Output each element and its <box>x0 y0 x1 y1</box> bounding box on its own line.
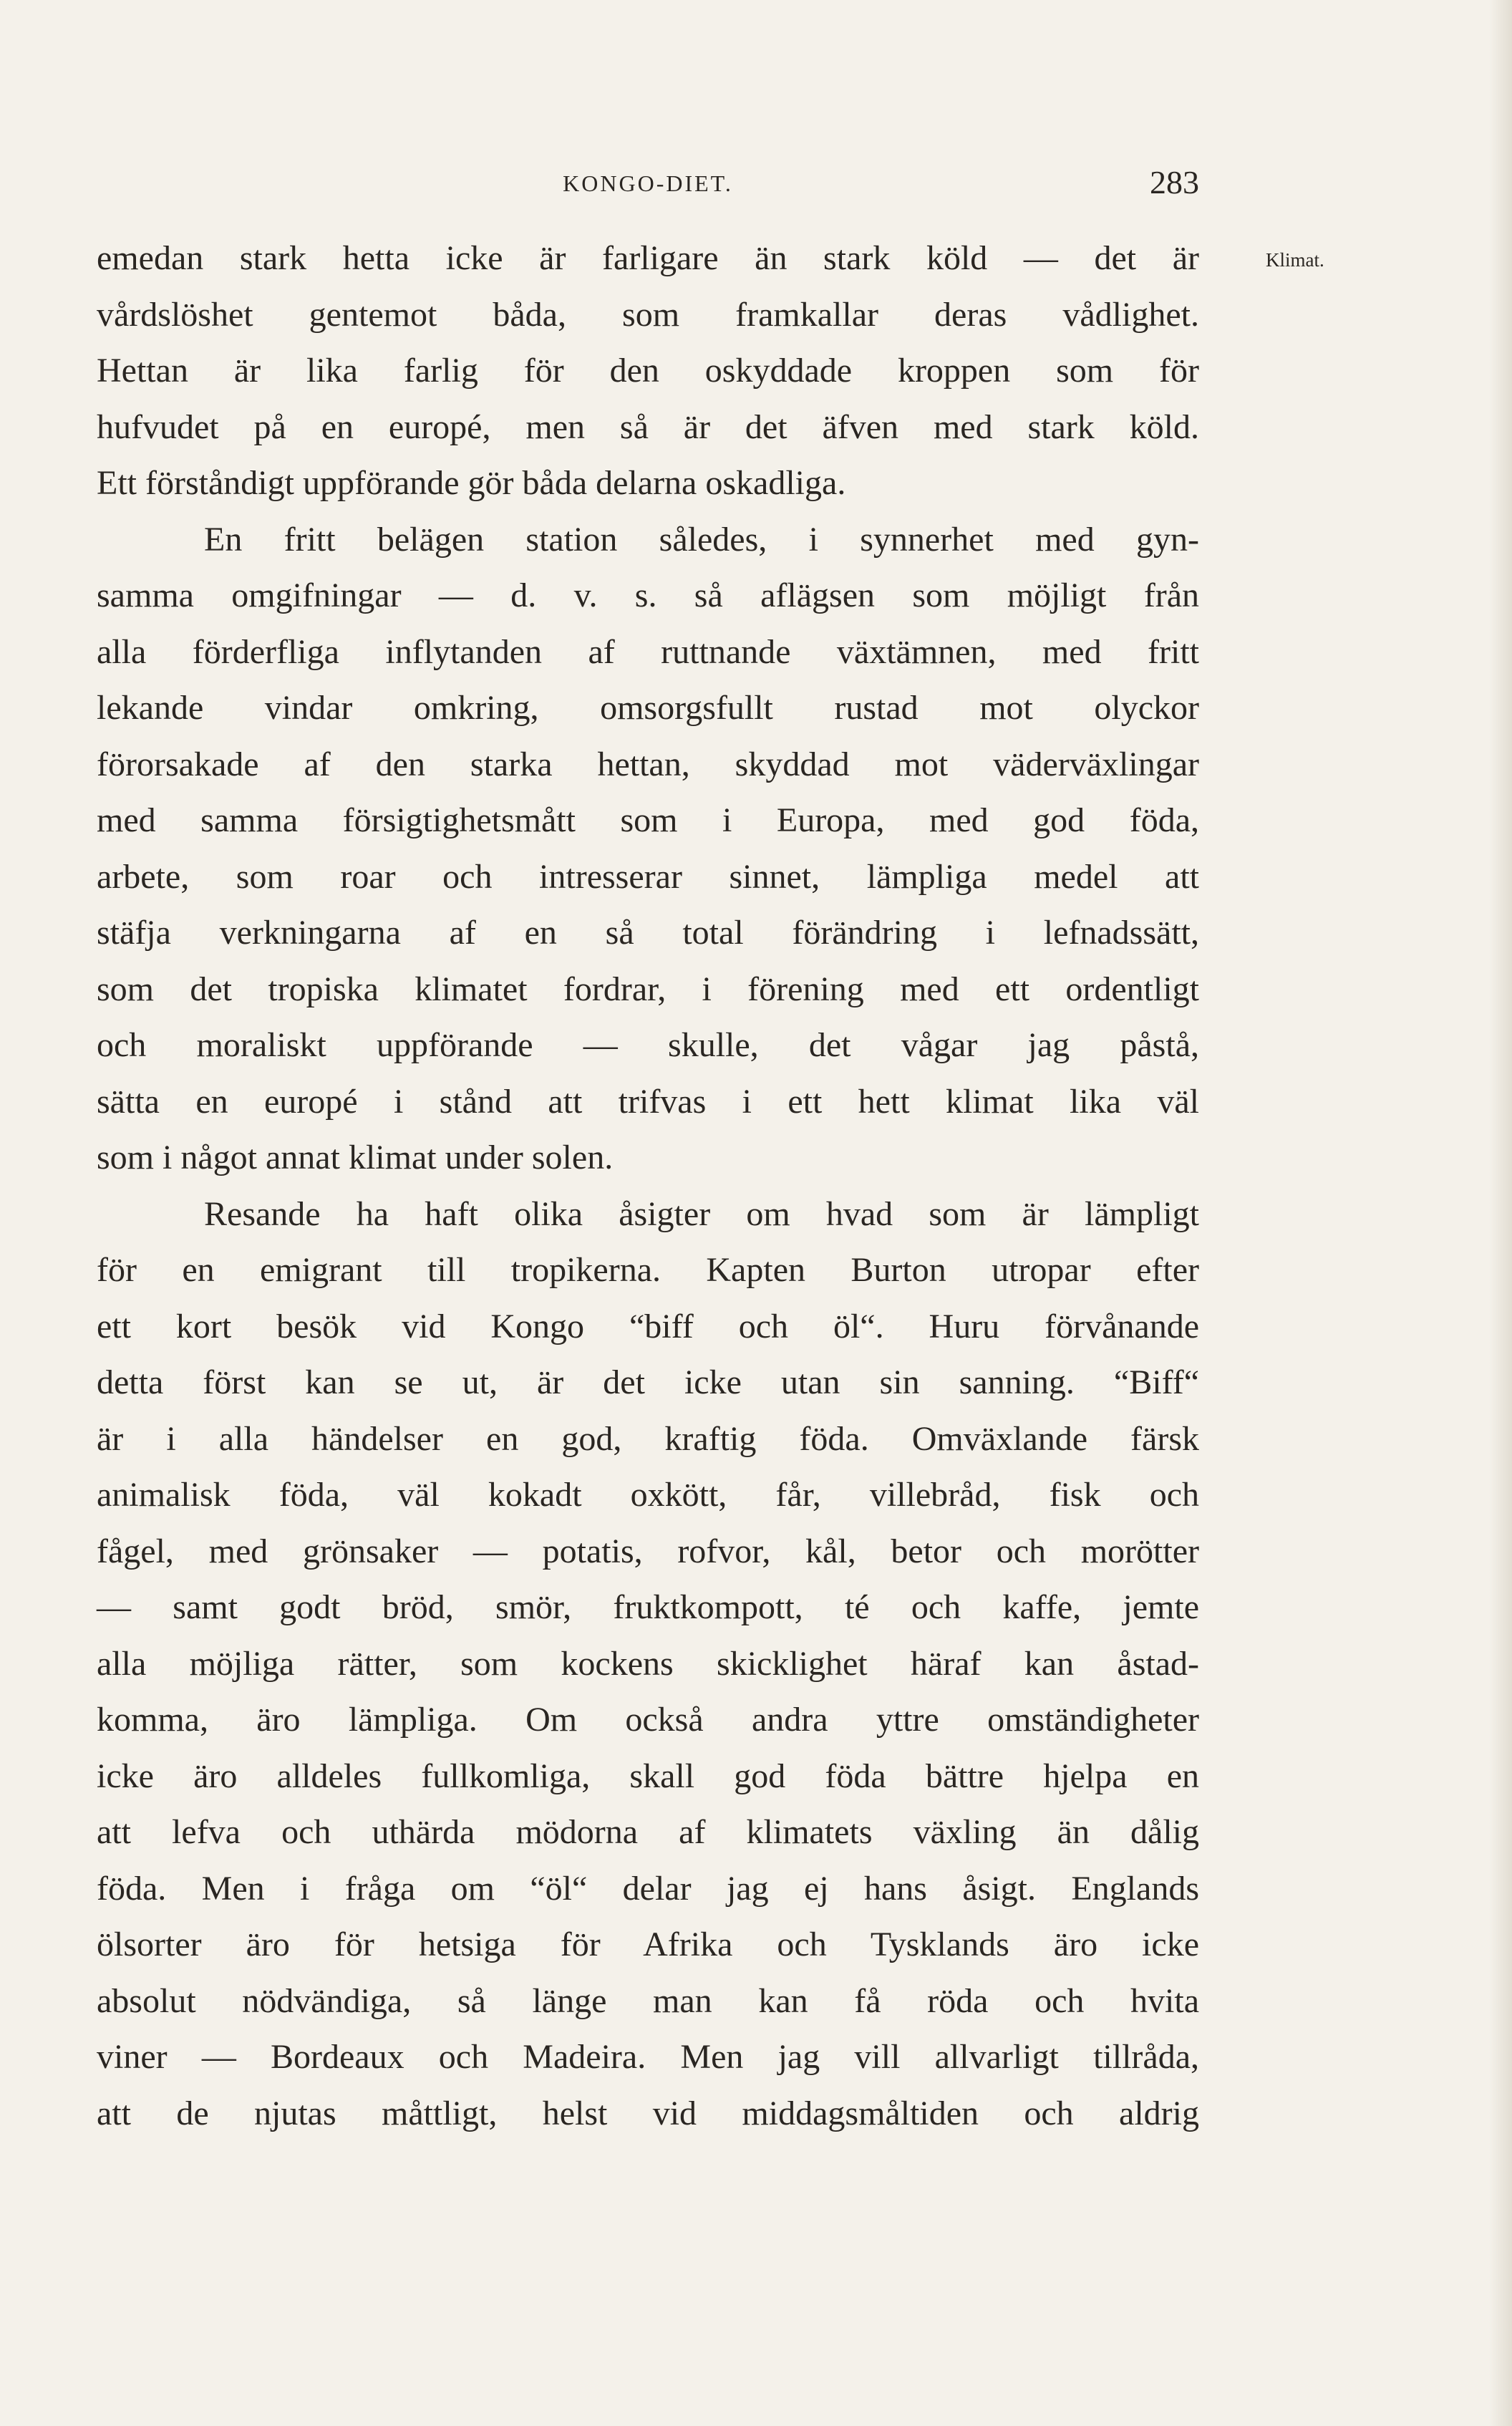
text-line: vårdslöshet gentemot båda, som framkallar deras vådlighet. <box>97 295 1199 334</box>
running-head: KONGO-DIET. <box>563 170 733 196</box>
margin-note: Klimat. <box>1266 249 1324 271</box>
text-line: detta först kan se ut, är det icke utan sin sanning. “Biff“ <box>97 1363 1199 1401</box>
text-line: En fritt belägen station således, i synnerhet med gyn- <box>204 520 1199 559</box>
text-line: alla möjliga rätter, som kockens skicklighet häraf kan åstad- <box>97 1644 1199 1683</box>
body-text <box>97 231 1199 2142</box>
text-line: att lefva och uthärda mödorna af klimatets växling än dålig <box>97 1813 1199 1851</box>
text-line: emedan stark hetta icke är farligare än stark köld — det är <box>97 239 1199 277</box>
text-line: ett kort besök vid Kongo “biff och öl“. Huru förvånande <box>97 1307 1199 1345</box>
page-number: 283 <box>1150 164 1199 200</box>
text-line: som det tropiska klimatet fordrar, i förening med ett ordentligt <box>97 970 1199 1008</box>
text-line: animalisk föda, väl kokadt oxkött, får, villebråd, fisk och <box>97 1476 1199 1514</box>
text-line: Ett förståndigt uppförande gör båda delarna oskadliga. <box>97 464 846 502</box>
text-line: icke äro alldeles fullkomliga, skall god föda bättre hjelpa en <box>97 1756 1199 1795</box>
text-line: — samt godt bröd, smör, fruktkompott, té och kaffe, jemte <box>97 1588 1199 1626</box>
text-line: med samma försigtighetsmått som i Europa, med god föda, <box>97 801 1199 839</box>
text-line: och moraliskt uppförande — skulle, det vågar jag påstå, <box>97 1026 1199 1064</box>
text-line: stäfja verkningarna af en så total förändring i lefnadssätt, <box>97 914 1199 952</box>
text-line: samma omgifningar — d. v. s. så aflägsen som möjligt från <box>97 576 1199 614</box>
page-header <box>97 163 1199 206</box>
text-line: är i alla händelser en god, kraftig föda. Omväxlande färsk <box>97 1419 1199 1458</box>
text-line: arbete, som roar och intresserar sinnet, lämpliga medel att <box>97 857 1199 896</box>
text-line: sätta en europé i stånd att trifvas i ett hett klimat lika väl <box>97 1082 1199 1121</box>
text-line: för en emigrant till tropikerna. Kapten Burton utropar efter <box>97 1251 1199 1289</box>
text-line: förorsakade af den starka hettan, skyddad mot väderväxlingar <box>97 745 1199 783</box>
text-line: att de njutas måttligt, helst vid middagsmåltiden och aldrig <box>97 2094 1199 2132</box>
text-line: fågel, med grönsaker — potatis, rofvor, kål, betor och morötter <box>97 1532 1199 1570</box>
text-line: ölsorter äro för hetsiga för Afrika och Tysklands äro icke <box>97 1925 1199 1963</box>
text-line: komma, äro lämpliga. Om också andra yttre omständigheter <box>97 1701 1199 1739</box>
text-line: viner — Bordeaux och Madeira. Men jag vill allvarligt tillråda, <box>97 2038 1199 2076</box>
text-line: Hettan är lika farlig för den oskyddade kroppen som för <box>97 352 1199 390</box>
text-line: som i något annat klimat under solen. <box>97 1139 614 1176</box>
text-line: föda. Men i fråga om “öl“ delar jag ej hans åsigt. Englands <box>97 1869 1199 1908</box>
text-line: lekande vindar omkring, omsorgsfullt rustad mot olyckor <box>97 689 1199 727</box>
text-line: Resande ha haft olika åsigter om hvad som är lämpligt <box>204 1194 1199 1233</box>
page-edge-shadow <box>1489 0 1512 2426</box>
text-line: alla förderfliga inflytanden af ruttnande växtämnen, med fritt <box>97 632 1199 671</box>
text-line: absolut nödvändiga, så länge man kan få röda och hvita <box>97 1981 1199 2020</box>
text-line: hufvudet på en europé, men så är det äfven med stark köld. <box>97 407 1199 446</box>
